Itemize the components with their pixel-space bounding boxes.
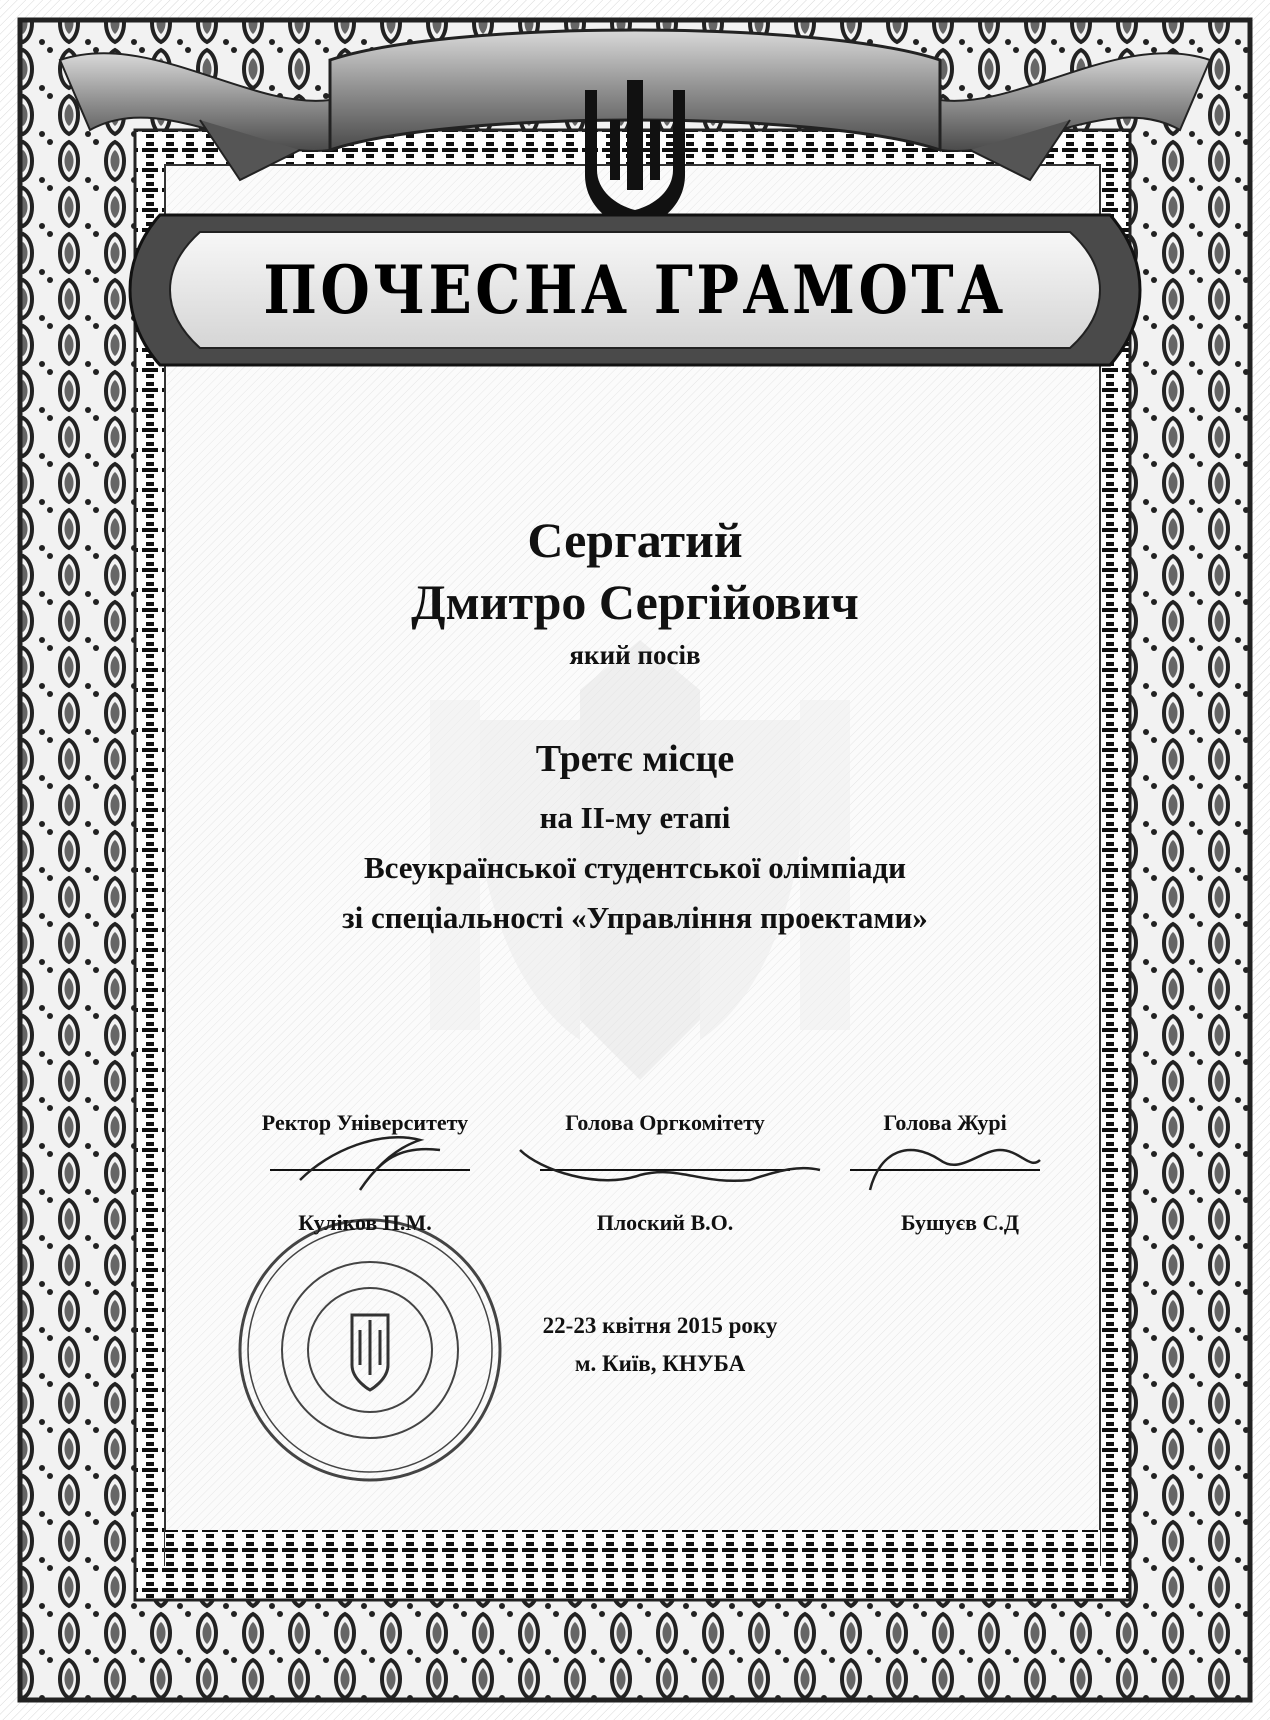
place-text: Третє місце <box>535 738 735 780</box>
specialty-text: зі спеціальності «Управління проектами» <box>342 900 928 935</box>
stage-text: на ІІ-му етапі <box>539 800 731 835</box>
signature-name-jury: Бушуєв С.Д <box>901 1210 1019 1235</box>
event-text: Всеукраїнської студентської олімпіади <box>363 850 907 885</box>
signature-name-rector: Куліков П.М. <box>298 1210 432 1235</box>
signature-role-organizing: Голова Оргкомітету <box>565 1110 765 1135</box>
certificate-title-box <box>170 245 1100 335</box>
event-date: 22-23 квітня 2015 року <box>542 1313 778 1338</box>
signature-role-rector: Ректор Університету <box>261 1110 469 1135</box>
who-took-text: який посів <box>569 640 701 670</box>
event-location: м. Київ, КНУБА <box>574 1351 746 1376</box>
bottom-ornament <box>165 1530 1100 1566</box>
recipient-given-names: Дмитро Сергійович <box>411 574 859 630</box>
signature-role-jury: Голова Журі <box>883 1110 1007 1135</box>
signature-name-organizing: Плоский В.О. <box>596 1210 734 1235</box>
certificate-title: ПОЧЕСНА ГРАМОТА <box>263 251 1007 329</box>
recipient-surname: Сергатий <box>527 512 743 568</box>
